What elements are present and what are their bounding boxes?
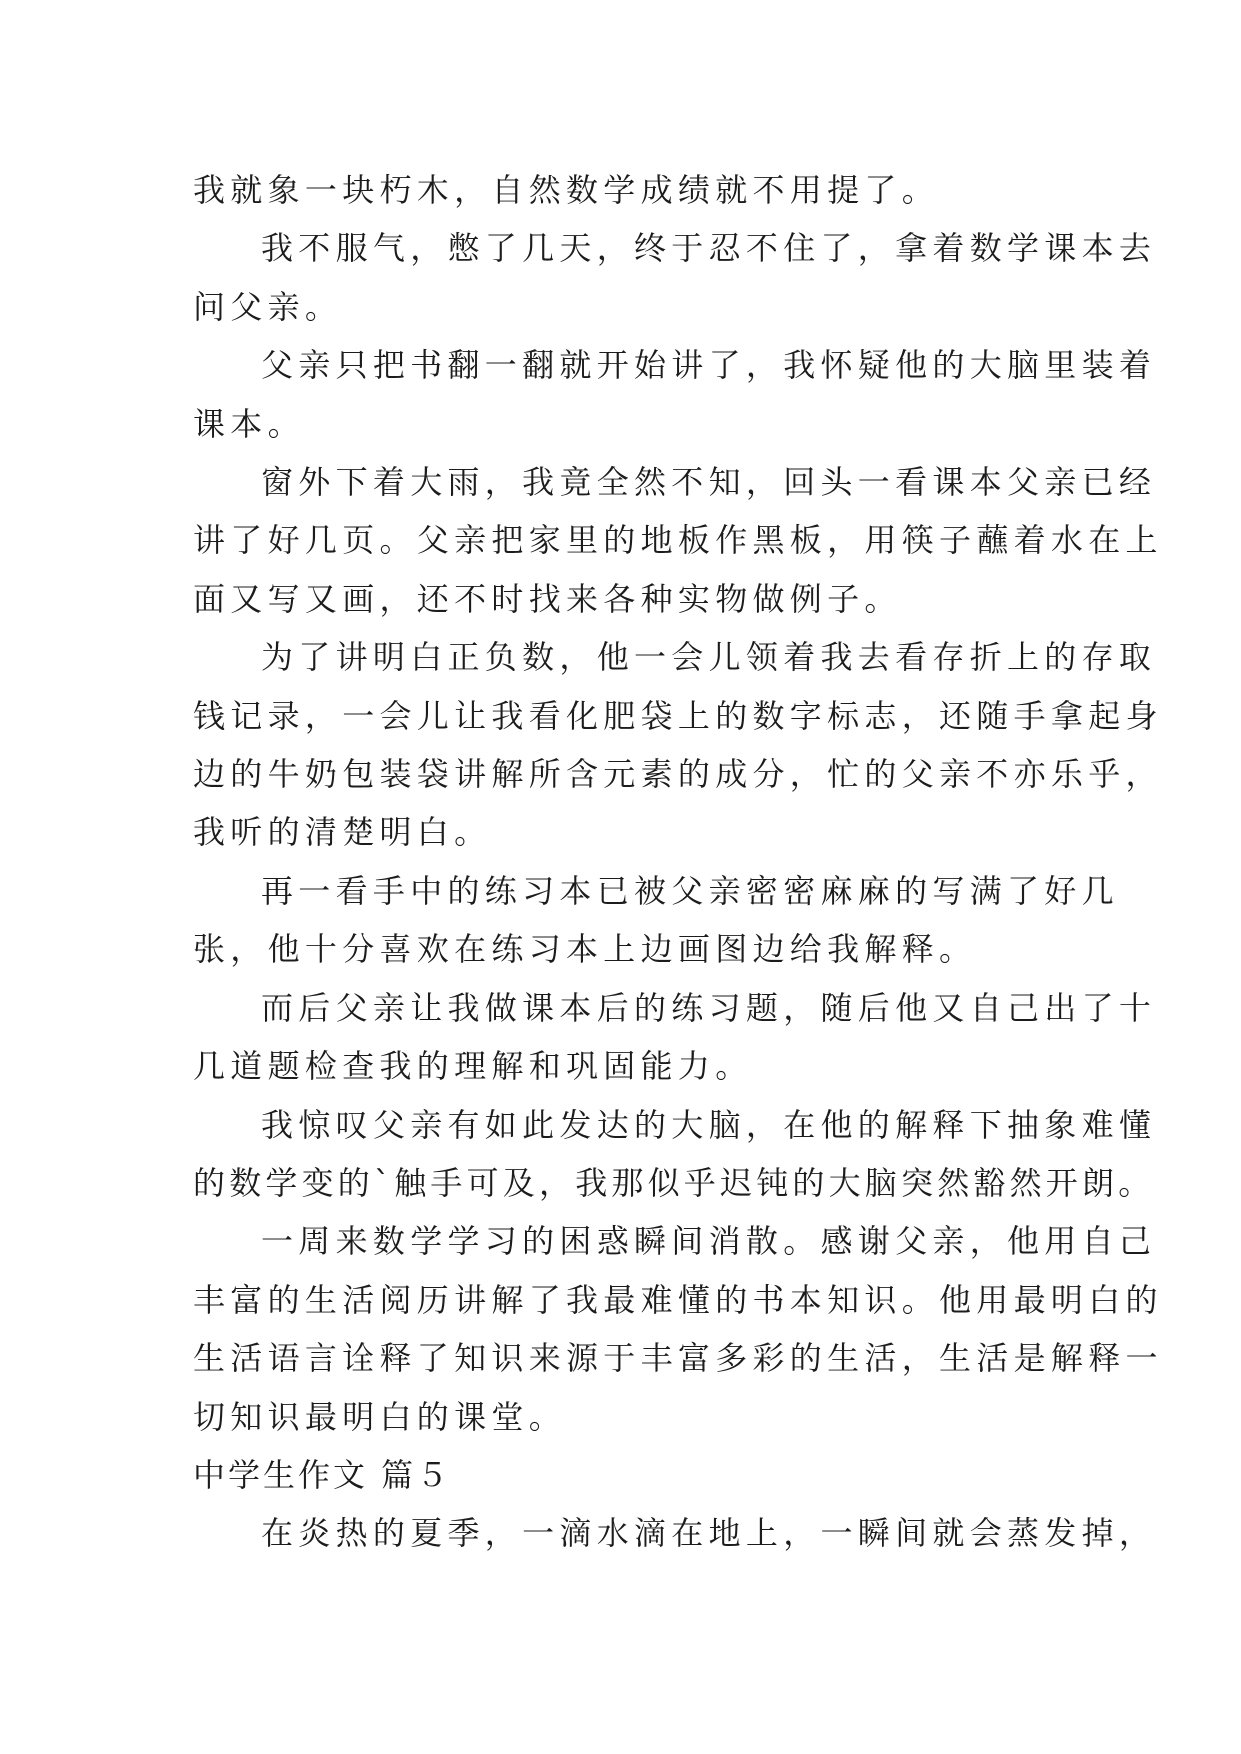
text-line: 几道题检查我的理解和巩固能力。 xyxy=(193,1047,753,1086)
text-line: 问父亲。 xyxy=(193,287,343,326)
text-line: 再一看手中的练习本已被父亲密密麻麻的写满了好几 xyxy=(261,871,1119,910)
paragraph xyxy=(193,1212,1163,1446)
text-line: 我不服气，憋了几天，终于忍不住了，拿着数学课本去 xyxy=(261,229,1157,268)
paragraph xyxy=(193,1096,1157,1213)
text-line: 的数学变的`触手可及，我那似乎迟钝的大脑突然豁然开朗。 xyxy=(193,1163,1155,1202)
text-line: 我就象一块朽木，自然数学成绩就不用提了。 xyxy=(193,171,940,209)
article-body xyxy=(193,161,1163,1563)
text-line: 我惊叹父亲有如此发达的大脑，在他的解释下抽象难懂 xyxy=(261,1105,1157,1144)
text-line: 在炎热的夏季，一滴水滴在地上，一瞬间就会蒸发掉， xyxy=(261,1514,1157,1553)
text-line: 面又写又画，还不时找来各种实物做例子。 xyxy=(193,579,902,618)
paragraph xyxy=(193,336,1157,453)
text-line: 而后父亲让我做课本后的练习题，随后他又自己出了十 xyxy=(261,988,1157,1027)
paragraph xyxy=(193,628,1163,862)
text-line: 钱记录，一会儿让我看化肥袋上的数字标志，还随手拿起身 xyxy=(193,696,1163,735)
paragraph xyxy=(193,1504,1157,1562)
text-line: 窗外下着大雨，我竟全然不知，回头一看课本父亲已经 xyxy=(261,463,1157,502)
paragraph xyxy=(193,862,1119,979)
text-line: 张，他十分喜欢在练习本上边画图边给我解释。 xyxy=(193,930,977,969)
text-line: 切知识最明白的课堂。 xyxy=(193,1397,567,1436)
paragraph-continued xyxy=(193,161,1073,219)
paragraph xyxy=(193,453,1163,628)
text-line: 生活语言诠释了知识来源于丰富多彩的生活，生活是解释一 xyxy=(193,1339,1163,1378)
text-line: 边的牛奶包装袋讲解所含元素的成分，忙的父亲不亦乐乎， xyxy=(193,755,1163,794)
section-heading: 中学生作文 篇５ xyxy=(193,1455,452,1494)
text-line: 丰富的生活阅历讲解了我最难懂的书本知识。他用最明白的 xyxy=(193,1280,1163,1319)
text-line: 为了讲明白正负数，他一会儿领着我去看存折上的存取 xyxy=(261,638,1157,677)
paragraph xyxy=(193,219,1157,336)
text-line: 我听的清楚明白。 xyxy=(193,813,492,852)
paragraph xyxy=(193,979,1157,1096)
text-line: 课本。 xyxy=(193,404,305,443)
text-line: 一周来数学学习的困惑瞬间消散。感谢父亲，他用自己 xyxy=(261,1222,1157,1261)
text-line: 父亲只把书翻一翻就开始讲了，我怀疑他的大脑里装着 xyxy=(261,346,1157,385)
text-line: 讲了好几页。父亲把家里的地板作黑板，用筷子蘸着水在上 xyxy=(193,521,1163,560)
